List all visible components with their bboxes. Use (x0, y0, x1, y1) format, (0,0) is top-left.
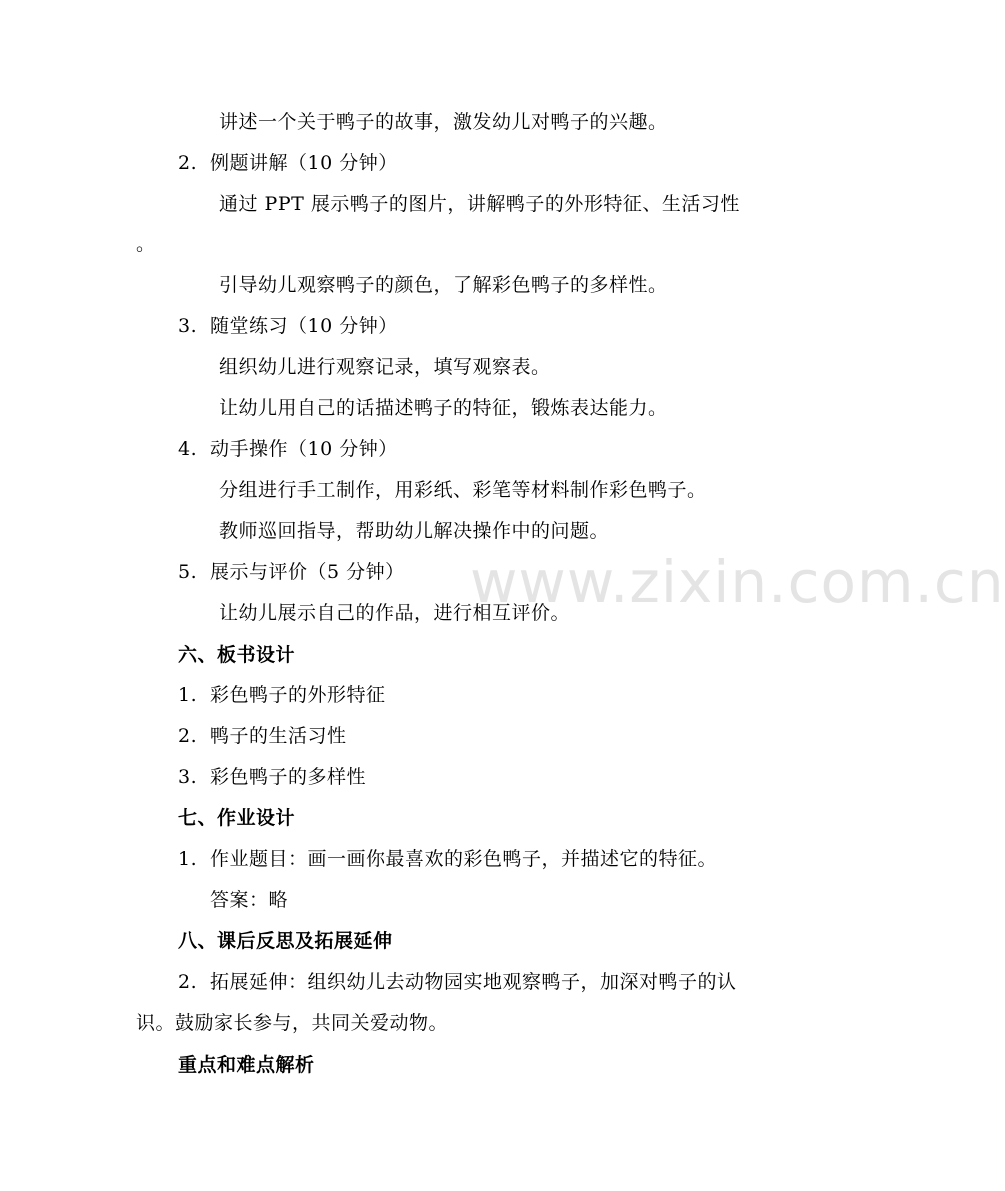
list-item-board-2 (178, 724, 347, 748)
paragraph-guide: 引导幼儿观察鸭子的颜色，了解彩色鸭子的多样性。 (219, 274, 668, 296)
list-number: 4. (178, 438, 198, 460)
section-heading-reflection: 八、课后反思及拓展延伸 (178, 930, 393, 952)
list-item-text: 作业题目：画一画你最喜欢的彩色鸭子，并描述它的特征。 (210, 848, 718, 870)
paragraph-teacher: 教师巡回指导，帮助幼儿解决操作中的问题。 (219, 520, 610, 542)
list-item-text: 鸭子的生活习性 (210, 725, 347, 747)
list-item-text: 例题讲解（10 分钟） (210, 152, 398, 174)
paragraph-record: 组织幼儿进行观察记录，填写观察表。 (219, 356, 551, 378)
paragraph-ppt-tail: 。 (136, 233, 156, 255)
section-heading-board: 六、板书设计 (178, 644, 296, 666)
list-number: 1. (178, 684, 198, 706)
paragraph-ppt: 通过 PPT 展示鸭子的图片，讲解鸭子的外形特征、生活习性 (219, 193, 740, 215)
paragraph-evaluate: 让幼儿展示自己的作品，进行相互评价。 (219, 602, 571, 624)
section-heading-homework: 七、作业设计 (178, 807, 296, 829)
paragraph-story: 讲述一个关于鸭子的故事，激发幼儿对鸭子的兴趣。 (219, 111, 668, 133)
list-item-text: 动手操作（10 分钟） (210, 438, 398, 460)
list-item-handson (178, 437, 398, 461)
list-number: 3. (178, 315, 198, 337)
section-heading-keypoints: 重点和难点解析 (178, 1054, 315, 1076)
list-number: 2. (178, 152, 198, 174)
list-item-text: 随堂练习（10 分钟） (210, 315, 398, 337)
list-item-board-1 (178, 683, 386, 707)
list-item-example (178, 151, 398, 175)
paragraph-craft: 分组进行手工制作，用彩纸、彩笔等材料制作彩色鸭子。 (219, 479, 707, 501)
list-number: 5. (178, 561, 198, 583)
list-number: 2. (178, 971, 198, 993)
list-item-extension (178, 970, 737, 994)
list-item-homework (178, 847, 717, 871)
list-number: 3. (178, 766, 198, 788)
list-item-text: 彩色鸭子的外形特征 (210, 684, 386, 706)
list-item-text: 彩色鸭子的多样性 (210, 766, 367, 788)
watermark: www.zixin.com.cn (470, 548, 1005, 616)
list-item-practice (178, 314, 398, 338)
list-item-showcase (178, 560, 405, 584)
list-item-text: 拓展延伸：组织幼儿去动物园实地观察鸭子，加深对鸭子的认 (210, 971, 737, 993)
paragraph-describe: 让幼儿用自己的话描述鸭子的特征，锻炼表达能力。 (219, 397, 668, 419)
list-item-board-3 (178, 765, 366, 789)
list-number: 1. (178, 848, 198, 870)
paragraph-answer: 答案：略 (210, 889, 289, 911)
list-item-text: 展示与评价（5 分钟） (210, 561, 405, 583)
list-number: 2. (178, 725, 198, 747)
paragraph-extension-tail: 识。鼓励家长参与，共同关爱动物。 (136, 1012, 449, 1034)
